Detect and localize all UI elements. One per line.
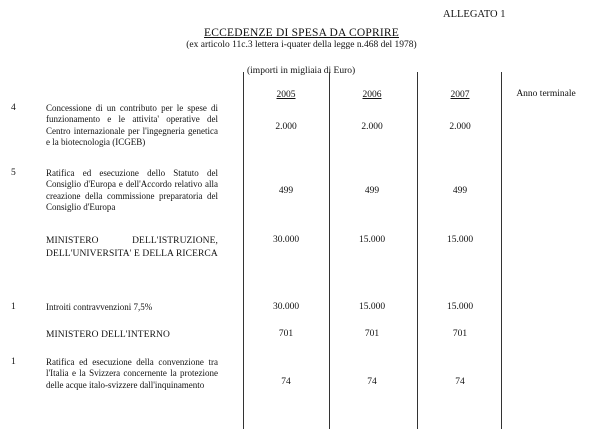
value-2006: 701 — [364, 329, 380, 339]
value-2005: 2.000 — [275, 122, 297, 132]
value-2006: 74 — [367, 377, 377, 387]
row-number: 1 — [11, 302, 16, 312]
value-2005: 30.000 — [272, 302, 300, 312]
value-2007: 701 — [452, 329, 468, 339]
header-2007: 2007 — [450, 90, 470, 100]
value-2007: 15.000 — [446, 302, 474, 312]
units-note: (importi in migliaia di Euro) — [247, 66, 356, 76]
value-2005: 701 — [278, 329, 294, 339]
value-2006: 15.000 — [358, 302, 386, 312]
value-2005: 74 — [281, 377, 291, 387]
value-2006: 2.000 — [361, 122, 383, 132]
allegato-label: ALLEGATO 1 — [443, 9, 506, 20]
value-2007: 499 — [452, 186, 468, 196]
column-divider — [243, 72, 244, 429]
value-2006: 15.000 — [358, 235, 386, 245]
page-title: ECCEDENZE DI SPESA DA COPRIRE — [204, 27, 399, 39]
column-divider — [417, 72, 418, 429]
value-2007: 74 — [455, 377, 465, 387]
header-2006: 2006 — [362, 90, 382, 100]
section-heading: MINISTERO DELL'INTERNO — [46, 330, 170, 340]
column-divider — [501, 72, 502, 429]
value-2007: 15.000 — [446, 235, 474, 245]
section-heading: MINISTERO DELL'ISTRUZIONE, DELL'UNIVERSITA' E DELLA RICERCA — [46, 236, 218, 259]
column-divider — [329, 72, 330, 429]
row-description: Introiti contravvenzioni 7,5% — [46, 302, 153, 312]
row-description: Ratifica ed esecuzione della convenzione tra l'Italia e la Svizzera concernente la protezione delle acque italo-svizzere dall'inquinamento — [46, 357, 218, 390]
row-number: 4 — [11, 103, 16, 113]
header-anno-terminale: Anno terminale — [516, 89, 576, 99]
row-number: 1 — [11, 357, 16, 367]
value-2005: 499 — [278, 186, 294, 196]
value-2005: 30.000 — [272, 235, 300, 245]
row-number: 5 — [11, 168, 16, 178]
page-subtitle: (ex articolo 11c.3 lettera i-quater della legge n.468 del 1978) — [186, 40, 417, 50]
value-2006: 499 — [364, 186, 380, 196]
header-2005: 2005 — [276, 90, 296, 100]
row-description: Ratifica ed esecuzione dello Statuto del Consiglio d'Europa e dell'Accordo relativo alla creazione della commissione preparatoria del Consiglio d'Europa — [46, 168, 218, 212]
value-2007: 2.000 — [449, 122, 471, 132]
row-description: Concessione di un contributo per le spese di funzionamento e le attivita' operative del Centro internazionale per l'ingegneria genetica e la biotecnologia (ICGEB) — [46, 103, 218, 147]
